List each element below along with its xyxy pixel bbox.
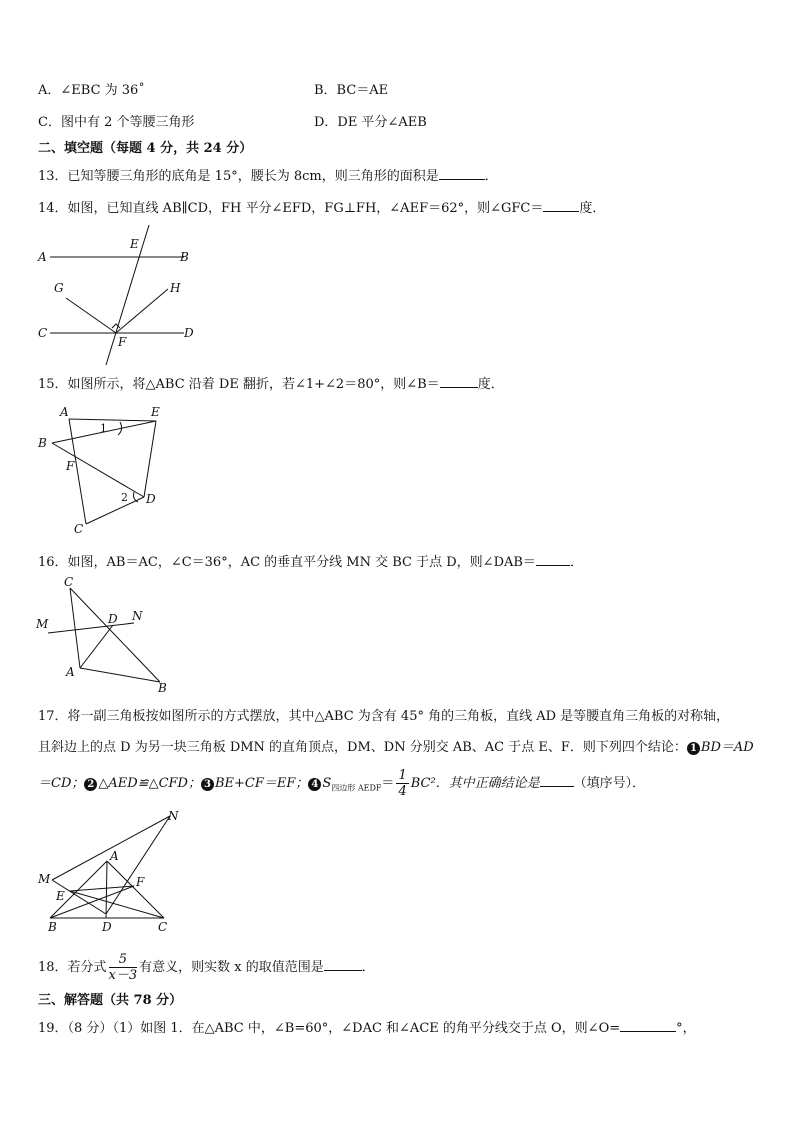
label-m: M (36, 617, 49, 631)
label-e: E (56, 889, 65, 903)
ray-fg (66, 298, 116, 333)
answer-blank-16[interactable] (536, 552, 570, 566)
segment-ad (106, 861, 107, 918)
section-heading-fill-in: 二、填空题（每题 4 分，共 24 分） (38, 141, 253, 156)
question-15-end: 度． (477, 377, 504, 392)
segment-mn (52, 816, 170, 880)
line-mn (48, 623, 134, 633)
label-h: H (170, 281, 181, 295)
fraction-denominator: 4 (398, 784, 407, 799)
question-16 (38, 552, 583, 572)
segment-dn (106, 816, 170, 914)
conclusion-4-equals: ＝ (381, 776, 395, 791)
label-a: A (66, 665, 75, 679)
conclusion-3: BE+CF＝EF； (214, 776, 309, 791)
answer-blank-19[interactable] (620, 1018, 676, 1032)
conclusion-2-marker: 2 (84, 778, 97, 791)
area-subscript: 四边形 AEDF (331, 783, 382, 793)
label-b: B (48, 920, 57, 934)
conclusion-1: BD＝AD (700, 740, 754, 755)
conclusion-4-tail: BC²．其中正确结论是 (410, 776, 540, 791)
label-c: C (64, 575, 74, 589)
option-d: D．DE 平分∠AEB (314, 115, 427, 130)
option-c: C．图中有 2 个等腰三角形 (38, 115, 195, 130)
label-g: G (54, 281, 64, 295)
option-b: B．BC＝AE (314, 83, 389, 98)
question-19-text: 19．（8 分）（1）如图 1．在△ABC 中，∠B=60°，∠DAC 和∠ACE 的角平分线交于点 O，则∠O= (38, 1021, 621, 1036)
question-17-line-2-text: 且斜边上的点 D 为另一块三角板 DMN 的直角顶点，DM、DN 分别交 AB、AC 于点 E、F．则下列四个结论： (38, 740, 687, 755)
conclusion-1-marker: 1 (687, 742, 700, 755)
segment-ed (144, 421, 156, 497)
question-19 (38, 1018, 696, 1038)
label-c: C (158, 920, 168, 934)
fraction-one-quarter (396, 768, 408, 799)
figure-q15 (34, 400, 184, 540)
question-17-line-2 (38, 739, 754, 757)
question-13-end: ． (484, 169, 498, 184)
question-14-text: 14．如图，已知直线 AB∥CD，FH 平分∠EFD，FG⊥FH，∠AEF＝62°，则∠GFC＝ (38, 201, 544, 216)
section-heading-solutions: 三、解答题（共 78 分） (38, 993, 183, 1008)
figure-q16 (34, 572, 184, 697)
conclusion-1-end: ＝CD； (38, 776, 85, 791)
question-15 (38, 374, 504, 394)
option-a: A．∠EBC 为 36˚ (38, 83, 145, 98)
label-e: E (151, 405, 160, 419)
question-18-text: 有意义，则实数 x 的取值范围是 (139, 960, 324, 975)
fraction-5-over-x-minus-3 (109, 952, 138, 983)
fraction-denominator: x－3 (108, 968, 138, 983)
ray-fh (116, 289, 168, 333)
label-n: N (132, 609, 143, 623)
figure-q14 (34, 220, 204, 370)
question-18-prefix: 18．若分式 (38, 960, 107, 975)
label-b: B (180, 250, 189, 264)
label-n: N (168, 809, 179, 823)
answer-blank-15[interactable] (440, 374, 478, 388)
question-19-end: °， (676, 1021, 696, 1036)
label-a: A (60, 405, 69, 419)
segment-ae (69, 419, 156, 421)
conclusion-4-marker: 4 (308, 778, 321, 791)
question-17-line-1: 17．将一副三角板按如图所示的方式摆放，其中△ABC 为含有 45° 角的三角板，直线 AD 是等腰直角三角板的对称轴， (38, 709, 730, 724)
segment-dc (86, 497, 144, 524)
label-d: D (184, 326, 194, 340)
question-14 (38, 198, 605, 218)
fraction-numerator: 1 (398, 768, 407, 783)
segment-cb (70, 588, 160, 682)
question-16-end: ． (569, 555, 583, 570)
question-13 (38, 166, 498, 186)
question-16-text: 16．如图，AB＝AC，∠C＝36°，AC 的垂直平分线 MN 交 BC 于点 D，则∠DAB＝ (38, 555, 536, 570)
conclusion-2: △AED≌△CFD； (98, 776, 201, 791)
label-d: D (146, 492, 156, 506)
question-18-end: ． (361, 960, 375, 975)
fraction-numerator: 5 (109, 952, 138, 968)
label-b: B (158, 681, 167, 695)
label-angle-2: 2 (121, 491, 128, 504)
figure-q17 (34, 808, 194, 938)
segment-ca (70, 588, 80, 668)
transversal-ef (106, 225, 149, 365)
question-15-text: 15．如图所示，将△ABC 沿着 DE 翻折，若∠1+∠2＝80°，则∠B＝ (38, 377, 440, 392)
answer-blank-17[interactable] (540, 773, 574, 787)
answer-blank-18[interactable] (324, 957, 362, 971)
answer-blank-13[interactable] (439, 166, 485, 180)
label-a: A (110, 849, 119, 863)
label-e: E (130, 237, 139, 251)
label-d: D (108, 612, 118, 626)
label-c: C (38, 326, 48, 340)
question-13-text: 13．已知等腰三角形的底角是 15°，腰长为 8cm，则三角形的面积是 (38, 169, 439, 184)
label-m: M (38, 872, 51, 886)
label-angle-1: 1 (100, 422, 107, 435)
label-f: F (136, 875, 145, 889)
question-14-end: 度． (579, 201, 606, 216)
label-f: F (118, 335, 127, 349)
answer-blank-14[interactable] (543, 198, 579, 212)
segment-ad (80, 625, 113, 668)
question-17-line-3 (38, 768, 645, 804)
label-b: B (38, 436, 47, 450)
area-symbol: S (322, 776, 332, 791)
label-d: D (102, 920, 112, 934)
label-f: F (66, 459, 75, 473)
question-18 (38, 952, 375, 984)
question-17-end: （填序号）． (573, 776, 646, 791)
label-c: C (74, 522, 84, 536)
label-a: A (38, 250, 47, 264)
conclusion-3-marker: 3 (201, 778, 214, 791)
